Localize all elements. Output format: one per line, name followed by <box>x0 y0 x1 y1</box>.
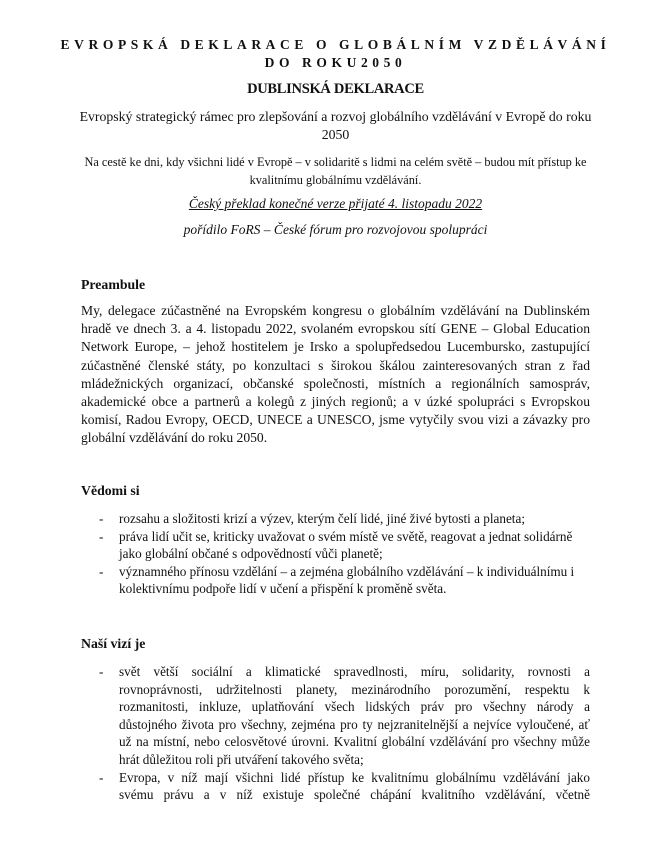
list-item-line: Evropa, v níž mají všichni lidé přístup ke kvalitnímu globálnímu vzdělávání jako <box>119 769 590 785</box>
paragraph-line: mládežnických organizací, občanské společnosti, místních a regionálních samospráv, <box>81 375 590 391</box>
section-heading-vize: Naší vizí je <box>81 636 146 651</box>
list-item-line: svět větší sociální a klimatické spravedlnosti, míru, solidarity, rovnosti a <box>119 664 590 679</box>
declaration-subtitle: DUBLINSKÁ DEKLARACE <box>247 81 424 97</box>
vedomi-list <box>81 510 590 598</box>
translation-note: Český překlad konečné verze přijaté 4. listopadu 2022 <box>188 196 483 211</box>
list-item-line: významného přínosu vzdělání – a zejména globálního vzdělávání – k individuálnímu i <box>119 563 575 579</box>
list-item <box>81 563 590 598</box>
framework-line: 2050 <box>321 127 350 142</box>
declaration-title-line1: EVROPSKÁ DEKLARACE O GLOBÁLNÍM VZDĚLÁVÁNÍ <box>60 37 611 52</box>
list-item-line: jako globální občané s odpovědností vůči planetě; <box>119 546 383 562</box>
list-item-line: už na místní, nebo celosvětové úrovni. Kvalitní globální vzdělávání pro všechny může <box>119 734 590 750</box>
dash-bullet-icon: - <box>99 528 104 544</box>
dash-bullet-icon: - <box>99 563 104 579</box>
paragraph-line: My, delegace zúčastněné na Evropském kongresu o globálním vzdělávání na Dublinském <box>81 303 590 318</box>
list-item-line: hrát důležitou roli při utváření takového světa; <box>119 751 364 767</box>
list-item-line: rozsahu a složitosti krizí a výzev, kterým čelí lidé, jiné živé bytosti a planeta; <box>119 511 525 526</box>
list-item <box>81 528 590 563</box>
dash-bullet-icon: - <box>99 664 104 679</box>
section-heading-vedomi: Vědomi si <box>81 483 140 498</box>
paragraph-line: komisí, Radou Evropy, OECD, UNECE a UNESCO, jsme vytyčily svou vizi a závazky pro <box>81 412 590 428</box>
paragraph-line: zúčastněné členské státy, po konzultaci s širokou škálou zainteresovaných stran z řad <box>81 357 590 373</box>
vize-list <box>81 663 590 804</box>
list-item-line: rozmanitosti, inkluze, uplatňování všech lidských práv pro všechny národy a <box>119 699 590 715</box>
list-item-line: kolektivnímu podpoře lidí v učení a přispění k proměně světa. <box>119 581 447 597</box>
list-item <box>81 769 590 804</box>
paragraph-line: akademické obce a partnerů a kolegů z jiných regionů; a v úzké spolupráci s Evropskou <box>81 394 590 410</box>
framework-line: Evropský strategický rámec pro zlepšování a rozvoj globálního vzdělávání v Evropě do roku <box>79 109 592 124</box>
list-item-line: důstojného života pro všechny, zejména pro ty nejzranitelnější a nejvíce vyloučené, ať <box>119 716 590 732</box>
list-item-line: svému právu a v níž existuje společné chápání kvalitního vzdělávání, včetně <box>119 787 590 803</box>
dash-bullet-icon: - <box>99 511 104 526</box>
list-item <box>81 663 590 769</box>
tagline <box>70 154 601 189</box>
paragraph-line: Network Europe, – jehož hostitelem je Irsko a spolupředsedou Lucembursko, zastupující <box>81 339 590 355</box>
declaration-title-line2: DO ROKU2050 <box>264 55 407 70</box>
tagline-line: kvalitnímu globálnímu vzdělávání. <box>249 172 422 187</box>
list-item <box>81 510 590 528</box>
dash-bullet-icon: - <box>99 769 104 785</box>
framework-description <box>70 108 601 144</box>
translator-credit: pořídilo FoRS – České fórum pro rozvojovou spolupráci <box>183 222 488 237</box>
list-item-line: rovnoprávnosti, udržitelnosti planety, mezinárodního porozumění, respektu k <box>119 681 590 697</box>
preamble-paragraph <box>81 302 590 448</box>
section-heading-preamble: Preambule <box>81 277 146 292</box>
paragraph-line: hradě ve dnech 3. a 4. listopadu 2022, svolaném evropskou sítí GENE – Global Education <box>81 321 590 337</box>
list-item-line: práva lidí učit se, kriticky uvažovat o svém místě ve světě, reagovat a jednat solidárně <box>119 528 573 544</box>
paragraph-line: globální vzdělávání do roku 2050. <box>81 430 268 446</box>
tagline-line: Na cestě ke dni, kdy všichni lidé v Evropě – v solidaritě s lidmi na celém světě – budou mít přístup ke <box>84 155 587 169</box>
